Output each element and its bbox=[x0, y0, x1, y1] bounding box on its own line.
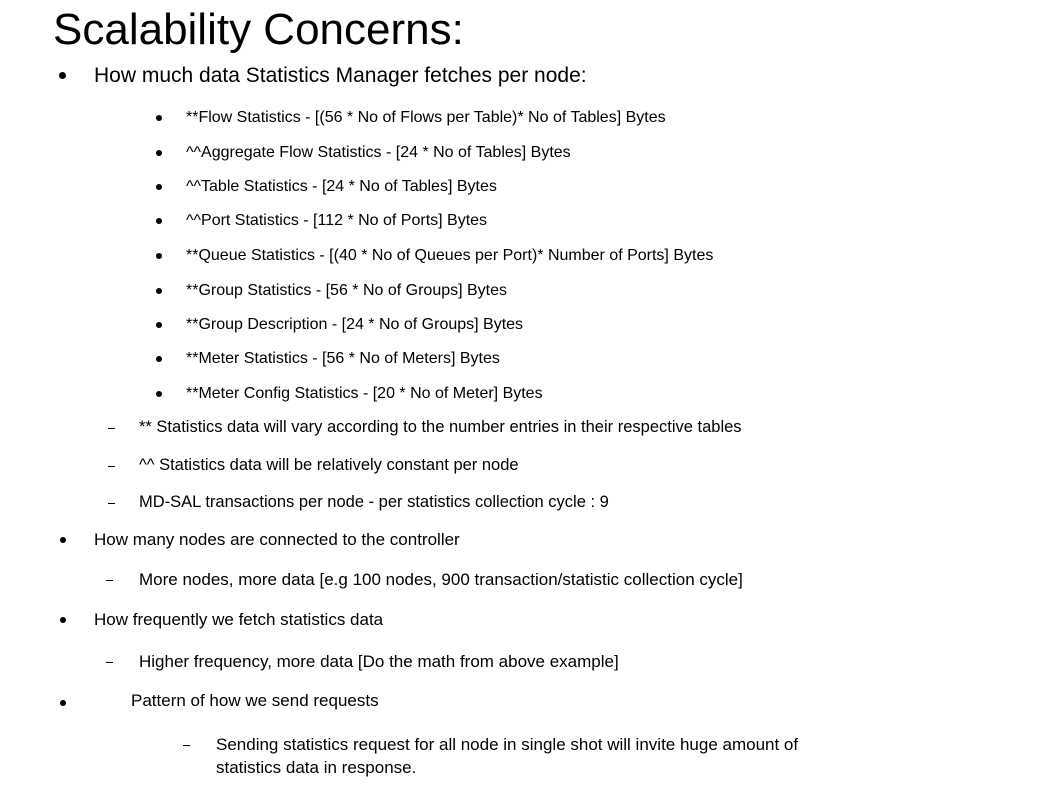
bullet-dash bbox=[106, 580, 113, 581]
bullet-dot bbox=[156, 184, 162, 190]
bullet-dot bbox=[156, 218, 162, 224]
bullet-dot bbox=[156, 253, 162, 259]
note-text-line-2: statistics data in response. bbox=[216, 758, 417, 777]
bullet-dot bbox=[60, 537, 66, 543]
bullet-dot bbox=[156, 150, 162, 156]
note-text: ** Statistics data will vary according to the number entries in their respective tables bbox=[139, 418, 742, 436]
list-item-text: **Group Statistics - [56 * No of Groups] Bytes bbox=[186, 282, 508, 299]
bullet-dot bbox=[60, 700, 66, 706]
list-item-text: ^^Port Statistics - [112 * No of Ports] Bytes bbox=[186, 212, 488, 229]
list-item-text: **Queue Statistics - [(40 * No of Queues per Port)* Number of Ports] Bytes bbox=[186, 247, 714, 264]
bullet-dot bbox=[156, 391, 162, 397]
note-text: More nodes, more data [e.g 100 nodes, 900 transaction/statistic collection cycle] bbox=[139, 570, 743, 589]
bullet-dash bbox=[183, 745, 190, 746]
bullet-dot bbox=[60, 617, 66, 623]
fetch-frequency-heading: How frequently we fetch statistics data bbox=[94, 610, 384, 629]
nodes-connected-heading: How many nodes are connected to the controller bbox=[94, 530, 460, 549]
note-text: ^^ Statistics data will be relatively constant per node bbox=[139, 456, 519, 474]
bullet-dot bbox=[59, 72, 66, 79]
bullet-dot bbox=[156, 322, 162, 328]
list-item-text: **Meter Statistics - [56 * No of Meters] Bytes bbox=[186, 350, 500, 367]
slide-title: Scalability Concerns: bbox=[53, 5, 464, 54]
note-text-line-1: Sending statistics request for all node in single shot will invite huge amount of bbox=[216, 735, 799, 754]
bullet-dot bbox=[156, 356, 162, 362]
bullet-dash bbox=[108, 466, 115, 467]
note-text: Higher frequency, more data [Do the math from above example] bbox=[139, 652, 619, 671]
bullet-dash bbox=[106, 662, 113, 663]
list-item-text: **Flow Statistics - [(56 * No of Flows per Table)* No of Tables] Bytes bbox=[186, 109, 666, 126]
list-item-text: ^^Aggregate Flow Statistics - [24 * No of Tables] Bytes bbox=[186, 144, 571, 161]
bullet-dot bbox=[156, 115, 162, 121]
list-item-text: **Group Description - [24 * No of Groups] Bytes bbox=[186, 316, 524, 333]
request-pattern-heading: Pattern of how we send requests bbox=[131, 691, 379, 710]
bullet-dash bbox=[108, 428, 115, 429]
bullet-dot bbox=[156, 288, 162, 294]
data-fetched-heading: How much data Statistics Manager fetches per node: bbox=[94, 64, 587, 87]
note-text: MD-SAL transactions per node - per statistics collection cycle : 9 bbox=[139, 493, 609, 511]
bullet-dash bbox=[108, 503, 115, 504]
list-item-text: ^^Table Statistics - [24 * No of Tables] Bytes bbox=[186, 178, 497, 195]
list-item-text: **Meter Config Statistics - [20 * No of Meter] Bytes bbox=[186, 385, 543, 402]
